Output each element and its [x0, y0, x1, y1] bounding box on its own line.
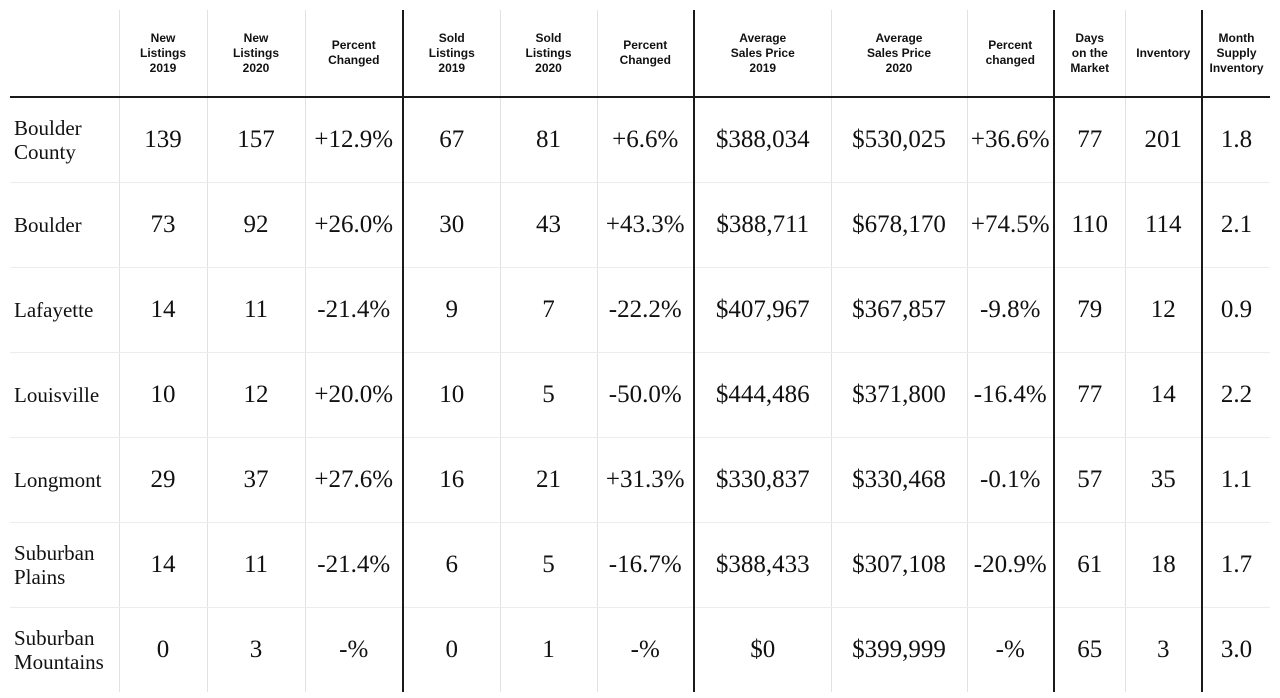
- cell-average-sales-price-2019: $330,837: [694, 438, 831, 523]
- cell-average-sales-price-2019: $407,967: [694, 268, 831, 353]
- cell-inventory: 201: [1125, 97, 1202, 183]
- cell-sold-listings-percent-changed: -%: [597, 608, 694, 693]
- cell-month-supply-inventory: 0.9: [1202, 268, 1270, 353]
- header-sold-listings-2019: Sold Listings 2019: [403, 10, 500, 97]
- header-price-percent-changed: Percent changed: [967, 10, 1054, 97]
- header-inventory: Inventory: [1125, 10, 1202, 97]
- cell-sold-listings-2020: 43: [500, 183, 597, 268]
- table-row: [10, 353, 1270, 438]
- cell-sold-listings-2019: 9: [403, 268, 500, 353]
- cell-region-name: Lafayette: [10, 268, 119, 353]
- cell-region-name: Boulder: [10, 183, 119, 268]
- cell-region-name: Suburban Mountains: [14, 626, 104, 674]
- cell-new-listings-percent-changed: +20.0%: [305, 353, 403, 438]
- header-average-sales-price-2020: Average Sales Price 2020: [831, 10, 967, 97]
- cell-average-sales-price-2019: $388,711: [694, 183, 831, 268]
- header-region: [10, 10, 119, 97]
- cell-new-listings-2019: 139: [119, 97, 207, 183]
- cell-average-sales-price-2020: $371,800: [831, 353, 967, 438]
- cell-new-listings-percent-changed: +26.0%: [305, 183, 403, 268]
- cell-month-supply-inventory: 1.8: [1202, 97, 1270, 183]
- cell-price-percent-changed: +36.6%: [967, 97, 1054, 183]
- cell-inventory: 35: [1125, 438, 1202, 523]
- header-month-supply-inventory: Month Supply Inventory: [1202, 10, 1270, 97]
- cell-sold-listings-2019: 16: [403, 438, 500, 523]
- cell-new-listings-2020: 37: [207, 438, 305, 523]
- cell-month-supply-inventory: 1.7: [1202, 523, 1270, 608]
- table-row: [10, 608, 1270, 693]
- cell-new-listings-2020: 92: [207, 183, 305, 268]
- header-sold-listings-2020: Sold Listings 2020: [500, 10, 597, 97]
- cell-region-name: Longmont: [10, 438, 119, 523]
- market-stats-table: [10, 10, 1270, 692]
- cell-new-listings-2019: 10: [119, 353, 207, 438]
- cell-new-listings-percent-changed: +12.9%: [305, 97, 403, 183]
- cell-days-on-market: 77: [1054, 353, 1125, 438]
- cell-inventory: 114: [1125, 183, 1202, 268]
- cell-sold-listings-2020: 81: [500, 97, 597, 183]
- cell-new-listings-2020: 3: [207, 608, 305, 693]
- cell-average-sales-price-2019: $388,433: [694, 523, 831, 608]
- cell-average-sales-price-2020: $530,025: [831, 97, 967, 183]
- header-new-listings-percent-changed: Percent Changed: [305, 10, 403, 97]
- cell-days-on-market: 77: [1054, 97, 1125, 183]
- cell-average-sales-price-2020: $367,857: [831, 268, 967, 353]
- cell-average-sales-price-2020: $399,999: [831, 608, 967, 693]
- cell-sold-listings-2019: 0: [403, 608, 500, 693]
- cell-average-sales-price-2019: $0: [694, 608, 831, 693]
- cell-days-on-market: 79: [1054, 268, 1125, 353]
- table-row: [10, 183, 1270, 268]
- cell-price-percent-changed: -16.4%: [967, 353, 1054, 438]
- table-row: [10, 268, 1270, 353]
- cell-sold-listings-2019: 30: [403, 183, 500, 268]
- cell-sold-listings-percent-changed: +6.6%: [597, 97, 694, 183]
- cell-new-listings-2019: 14: [119, 523, 207, 608]
- cell-sold-listings-2020: 7: [500, 268, 597, 353]
- cell-average-sales-price-2019: $444,486: [694, 353, 831, 438]
- cell-month-supply-inventory: 3.0: [1202, 608, 1270, 693]
- cell-days-on-market: 61: [1054, 523, 1125, 608]
- cell-sold-listings-2019: 67: [403, 97, 500, 183]
- cell-average-sales-price-2020: $678,170: [831, 183, 967, 268]
- cell-region-name: Suburban Plains: [10, 523, 119, 608]
- cell-price-percent-changed: +74.5%: [967, 183, 1054, 268]
- table-row: [10, 438, 1270, 523]
- cell-price-percent-changed: -20.9%: [967, 523, 1054, 608]
- cell-sold-listings-2020: 21: [500, 438, 597, 523]
- cell-price-percent-changed: -9.8%: [967, 268, 1054, 353]
- cell-average-sales-price-2020: $307,108: [831, 523, 967, 608]
- cell-region-name: Louisville: [10, 353, 119, 438]
- cell-sold-listings-2020: 5: [500, 353, 597, 438]
- table-row: [10, 523, 1270, 608]
- cell-sold-listings-percent-changed: -22.2%: [597, 268, 694, 353]
- cell-sold-listings-percent-changed: +31.3%: [597, 438, 694, 523]
- cell-inventory: 3: [1125, 608, 1202, 693]
- cell-price-percent-changed: -0.1%: [967, 438, 1054, 523]
- table-row: [10, 97, 1270, 183]
- cell-inventory: 18: [1125, 523, 1202, 608]
- cell-days-on-market: 57: [1054, 438, 1125, 523]
- cell-average-sales-price-2019: $388,034: [694, 97, 831, 183]
- cell-new-listings-2019: 14: [119, 268, 207, 353]
- cell-new-listings-percent-changed: -%: [305, 608, 403, 693]
- cell-new-listings-2020: 12: [207, 353, 305, 438]
- cell-sold-listings-percent-changed: +43.3%: [597, 183, 694, 268]
- cell-sold-listings-percent-changed: -16.7%: [597, 523, 694, 608]
- cell-sold-listings-2020: 1: [500, 608, 597, 693]
- cell-month-supply-inventory: 1.1: [1202, 438, 1270, 523]
- cell-sold-listings-2020: 5: [500, 523, 597, 608]
- cell-sold-listings-percent-changed: -50.0%: [597, 353, 694, 438]
- cell-month-supply-inventory: 2.2: [1202, 353, 1270, 438]
- cell-new-listings-2019: 0: [119, 608, 207, 693]
- cell-inventory: 12: [1125, 268, 1202, 353]
- cell-new-listings-2020: 157: [207, 97, 305, 183]
- header-row: [10, 10, 1270, 97]
- cell-region-name: Boulder County: [10, 97, 119, 183]
- cell-month-supply-inventory: 2.1: [1202, 183, 1270, 268]
- cell-new-listings-2020: 11: [207, 523, 305, 608]
- header-average-sales-price-2019: Average Sales Price 2019: [694, 10, 831, 97]
- cell-inventory: 14: [1125, 353, 1202, 438]
- cell-new-listings-percent-changed: -21.4%: [305, 268, 403, 353]
- cell-new-listings-2020: 11: [207, 268, 305, 353]
- header-new-listings-2019: New Listings 2019: [119, 10, 207, 97]
- cell-sold-listings-2019: 6: [403, 523, 500, 608]
- cell-price-percent-changed: -%: [967, 608, 1054, 693]
- header-days-on-market: Days on the Market: [1054, 10, 1125, 97]
- cell-days-on-market: 110: [1054, 183, 1125, 268]
- header-new-listings-2020: New Listings 2020: [207, 10, 305, 97]
- cell-new-listings-2019: 29: [119, 438, 207, 523]
- header-sold-listings-percent-changed: Percent Changed: [597, 10, 694, 97]
- cell-sold-listings-2019: 10: [403, 353, 500, 438]
- cell-average-sales-price-2020: $330,468: [831, 438, 967, 523]
- cell-new-listings-2019: 73: [119, 183, 207, 268]
- cell-new-listings-percent-changed: +27.6%: [305, 438, 403, 523]
- cell-days-on-market: 65: [1054, 608, 1125, 693]
- cell-new-listings-percent-changed: -21.4%: [305, 523, 403, 608]
